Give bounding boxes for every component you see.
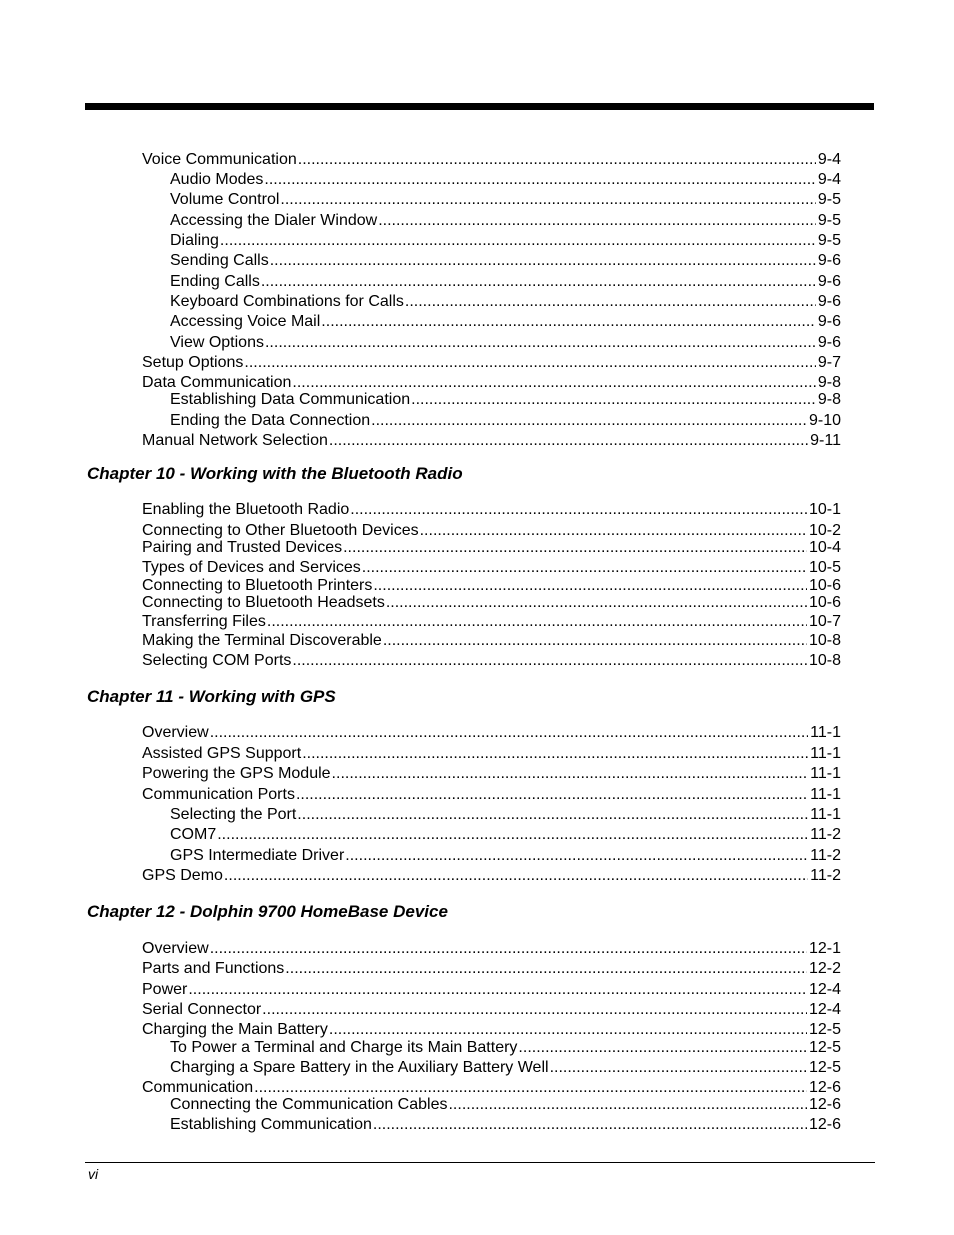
- toc-entry[interactable]: [142, 651, 841, 670]
- dot-leader: [383, 631, 807, 650]
- dot-leader: [296, 785, 808, 804]
- toc-entry-page: 11-2: [810, 826, 841, 843]
- dot-leader: [373, 1115, 807, 1134]
- toc-entry[interactable]: [142, 764, 841, 783]
- toc-entry[interactable]: [170, 805, 841, 824]
- dot-leader: [267, 612, 807, 631]
- toc-entry[interactable]: [142, 939, 841, 958]
- toc-entry-page: 12-6: [808, 1116, 841, 1133]
- toc-entry-title: Connecting to Bluetooth Headsets: [142, 594, 385, 611]
- toc-entry-title: Transferring Files: [142, 613, 266, 630]
- toc-entry-title: Data Communication: [142, 374, 292, 391]
- dot-leader: [329, 1020, 807, 1039]
- toc-entry-title: Charging the Main Battery: [142, 1021, 328, 1038]
- toc-entry-title: Charging a Spare Battery in the Auxiliary Battery Well: [170, 1059, 549, 1076]
- toc-entry-title: Manual Network Selection: [142, 432, 328, 449]
- toc-entry-page: 10-8: [808, 632, 841, 649]
- toc-entry-page: 10-5: [808, 559, 841, 576]
- dot-leader: [518, 1038, 807, 1057]
- dot-leader: [371, 411, 807, 430]
- dot-leader: [350, 500, 807, 519]
- toc-entry[interactable]: [170, 170, 841, 189]
- dot-leader: [550, 1058, 807, 1077]
- toc-entry-title: Connecting to Other Bluetooth Devices: [142, 522, 419, 539]
- dot-leader: [411, 390, 816, 409]
- toc-entry-page: 10-6: [808, 594, 841, 611]
- toc-entry-title: Dialing: [170, 232, 219, 249]
- toc-entry-page: 10-7: [808, 613, 841, 630]
- toc-entry-title: GPS Intermediate Driver: [170, 847, 345, 864]
- toc-entry[interactable]: [142, 558, 841, 577]
- toc-entry-title: Pairing and Trusted Devices: [142, 539, 343, 556]
- dot-leader: [297, 805, 808, 824]
- toc-entry-title: Selecting COM Ports: [142, 652, 292, 669]
- toc-entry-title: Audio Modes: [170, 171, 264, 188]
- toc-entry-page: 9-6: [817, 273, 841, 290]
- toc-entry-page: 12-1: [808, 940, 841, 957]
- toc-entry-title: COM7: [170, 826, 217, 843]
- toc-entry-page: 11-1: [810, 724, 841, 741]
- toc-entry[interactable]: [142, 1000, 841, 1019]
- dot-leader: [345, 846, 808, 865]
- toc-entry-title: Serial Connector: [142, 1001, 262, 1018]
- toc-entry[interactable]: [170, 390, 841, 409]
- toc-entry[interactable]: [170, 333, 841, 352]
- toc-entry[interactable]: [142, 538, 841, 557]
- page-number: vi: [88, 1166, 99, 1182]
- toc-entry[interactable]: [142, 500, 841, 519]
- dot-leader: [448, 1095, 806, 1114]
- dot-leader: [362, 558, 807, 577]
- toc-entry-title: Enabling the Bluetooth Radio: [142, 501, 350, 518]
- chapter-heading: Chapter 10 - Working with the Bluetooth Radio: [87, 464, 463, 483]
- toc-entry-page: 10-8: [808, 652, 841, 669]
- toc-entry-title: Assisted GPS Support: [142, 745, 302, 762]
- toc-entry-page: 9-4: [817, 151, 841, 168]
- dot-leader: [262, 1000, 807, 1019]
- toc-entry-page: 9-10: [808, 412, 841, 429]
- toc-entry-title: Powering the GPS Module: [142, 765, 331, 782]
- toc-entry[interactable]: [170, 231, 841, 250]
- toc-entry-page: 11-1: [810, 765, 841, 782]
- dot-leader: [378, 211, 816, 230]
- toc-entry-title: Establishing Communication: [170, 1116, 372, 1133]
- toc-entry[interactable]: [142, 959, 841, 978]
- toc-entry[interactable]: [142, 744, 841, 763]
- dot-leader: [210, 939, 807, 958]
- dot-leader: [292, 651, 807, 670]
- toc-entry[interactable]: [170, 1115, 841, 1134]
- dot-leader: [329, 431, 808, 450]
- toc-entry[interactable]: [142, 723, 841, 742]
- toc-entry-title: Setup Options: [142, 354, 244, 371]
- toc-entry-page: 9-5: [817, 232, 841, 249]
- toc-entry-page: 11-1: [810, 745, 841, 762]
- dot-leader: [188, 980, 807, 999]
- dot-leader: [386, 593, 807, 612]
- toc-entry-page: 9-7: [817, 354, 841, 371]
- dot-leader: [261, 272, 816, 291]
- toc-entry[interactable]: [170, 211, 841, 230]
- toc-entry-title: View Options: [170, 334, 264, 351]
- dot-leader: [321, 312, 816, 331]
- dot-leader: [210, 723, 808, 742]
- toc-entry[interactable]: [170, 1038, 841, 1057]
- toc-entry-title: Power: [142, 981, 188, 998]
- dot-leader: [224, 866, 808, 885]
- toc-entry[interactable]: [170, 1058, 841, 1077]
- toc-entry-title: Establishing Data Communication: [170, 391, 411, 408]
- toc-entry-page: 11-1: [810, 786, 841, 803]
- toc-entry-title: GPS Demo: [142, 867, 223, 884]
- toc-entry-page: 11-2: [810, 867, 841, 884]
- toc-entry-page: 9-6: [817, 293, 841, 310]
- chapter-heading: Chapter 12 - Dolphin 9700 HomeBase Device: [87, 902, 448, 921]
- toc-entry-title: Connecting the Communication Cables: [170, 1096, 448, 1113]
- dot-leader: [298, 150, 816, 169]
- toc-entry-page: 9-6: [817, 252, 841, 269]
- toc-entry-title: Communication: [142, 1079, 254, 1096]
- toc-entry-page: 10-2: [808, 522, 841, 539]
- toc-entry[interactable]: [170, 190, 841, 209]
- toc-entry[interactable]: [170, 292, 841, 311]
- dot-leader: [280, 190, 815, 209]
- chapter-heading: Chapter 11 - Working with GPS: [87, 687, 336, 706]
- toc-entry-page: 9-5: [817, 212, 841, 229]
- toc-entry-page: 9-8: [817, 391, 841, 408]
- toc-entry[interactable]: [142, 980, 841, 999]
- toc-entry-page: 12-5: [808, 1021, 841, 1038]
- dot-leader: [405, 292, 816, 311]
- toc-entry-title: Sending Calls: [170, 252, 269, 269]
- toc-entry[interactable]: [142, 431, 841, 450]
- toc-entry-page: 11-1: [810, 806, 841, 823]
- toc-entry[interactable]: [142, 150, 841, 169]
- toc-entry-page: 10-1: [808, 501, 841, 518]
- toc-entry-title: Parts and Functions: [142, 960, 285, 977]
- toc-entry-page: 11-2: [810, 847, 841, 864]
- toc-entry[interactable]: [170, 251, 841, 270]
- dot-leader: [264, 170, 815, 189]
- toc-entry-title: Selecting the Port: [170, 806, 297, 823]
- toc-entry[interactable]: [170, 312, 841, 331]
- toc-entry-title: Overview: [142, 940, 209, 957]
- footer-rule: [85, 1162, 875, 1163]
- dot-leader: [332, 764, 809, 783]
- toc-entry[interactable]: [170, 1095, 841, 1114]
- toc-entry-page: 10-6: [808, 577, 841, 594]
- toc-entry-title: Communication Ports: [142, 786, 295, 803]
- toc-entry[interactable]: [142, 785, 841, 804]
- dot-leader: [270, 251, 816, 270]
- toc-entry[interactable]: [142, 593, 841, 612]
- toc-entry-page: 9-6: [817, 313, 841, 330]
- toc-entry-page: 9-8: [817, 374, 841, 391]
- toc-entry-title: Keyboard Combinations for Calls: [170, 293, 404, 310]
- toc-entry-page: 12-5: [808, 1039, 841, 1056]
- toc-entry-page: 12-4: [808, 981, 841, 998]
- toc-entry-page: 9-6: [817, 334, 841, 351]
- toc-entry-title: Accessing the Dialer Window: [170, 212, 378, 229]
- dot-leader: [217, 825, 808, 844]
- toc-entry-page: 12-4: [808, 1001, 841, 1018]
- dot-leader: [343, 538, 807, 557]
- dot-leader: [285, 959, 807, 978]
- toc-entry-page: 9-4: [817, 171, 841, 188]
- toc-entry-title: Connecting to Bluetooth Printers: [142, 577, 373, 594]
- dot-leader: [220, 231, 816, 250]
- toc-entry[interactable]: [170, 272, 841, 291]
- toc-entry[interactable]: [142, 866, 841, 885]
- toc-entry-page: 9-5: [817, 191, 841, 208]
- toc-entry-title: Types of Devices and Services: [142, 559, 361, 576]
- toc-entry-title: Volume Control: [170, 191, 280, 208]
- toc-entry-page: 12-6: [808, 1079, 841, 1096]
- toc-entry-title: Ending Calls: [170, 273, 260, 290]
- header-rule: [85, 103, 874, 110]
- toc-entry-title: Making the Terminal Discoverable: [142, 632, 382, 649]
- dot-leader: [302, 744, 808, 763]
- toc-entry[interactable]: [170, 846, 841, 865]
- toc-entry[interactable]: [142, 353, 841, 372]
- dot-leader: [265, 333, 816, 352]
- toc-entry-page: 12-2: [808, 960, 841, 977]
- toc-entry-page: 9-11: [810, 432, 841, 449]
- toc-entry-page: 12-6: [808, 1096, 841, 1113]
- toc-entry-title: Overview: [142, 724, 209, 741]
- toc-entry-page: 10-4: [808, 539, 841, 556]
- toc-entry[interactable]: [142, 1020, 841, 1039]
- toc-entry[interactable]: [142, 612, 841, 631]
- toc-entry-page: 12-5: [808, 1059, 841, 1076]
- toc-entry-title: Accessing Voice Mail: [170, 313, 321, 330]
- toc-entry[interactable]: [170, 825, 841, 844]
- toc-entry[interactable]: [142, 631, 841, 650]
- toc-entry-title: Ending the Data Connection: [170, 412, 371, 429]
- dot-leader: [244, 353, 815, 372]
- toc-entry-title: Voice Communication: [142, 151, 297, 168]
- toc-entry[interactable]: [170, 411, 841, 430]
- toc-entry-title: To Power a Terminal and Charge its Main Battery: [170, 1039, 518, 1056]
